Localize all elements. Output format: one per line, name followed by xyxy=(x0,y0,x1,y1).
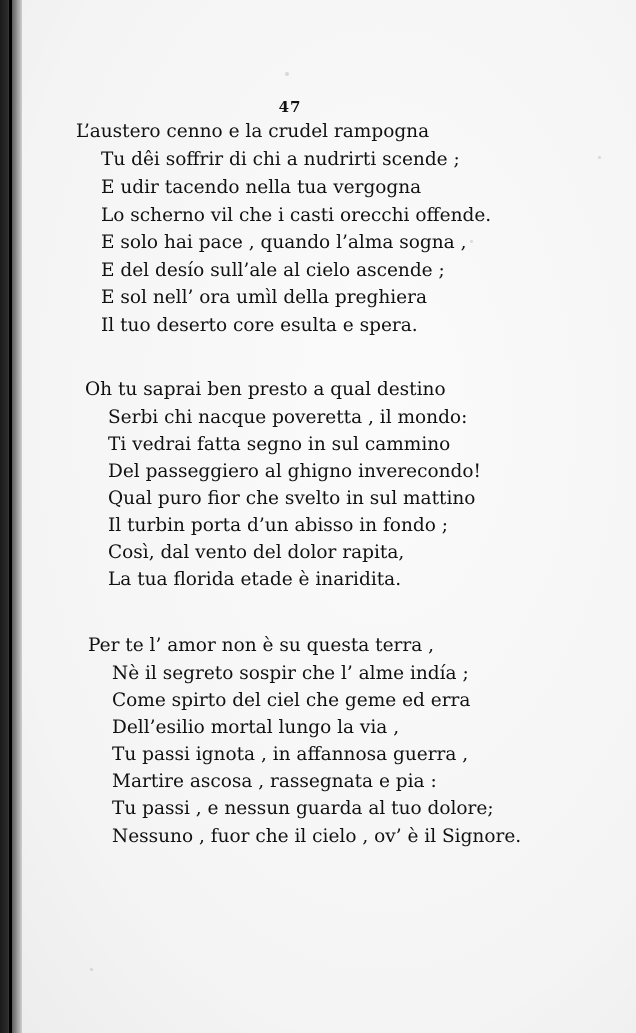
verse-line: E udir tacendo nella tua vergogna xyxy=(101,177,422,198)
paper-speck xyxy=(470,240,473,243)
paper-speck xyxy=(598,156,601,159)
verse-line: E solo hai pace , quando l’alma sogna , xyxy=(101,232,467,253)
verse-line: Dell’esilio mortal lungo la via , xyxy=(112,717,400,738)
verse-line: Per te l’ amor non è su questa terra , xyxy=(88,635,435,656)
verse-line: Oh tu saprai ben presto a qual destino xyxy=(85,379,446,400)
verse-line: Del passeggiero al ghigno inverecondo! xyxy=(108,461,481,482)
paper-speck xyxy=(285,72,289,76)
verse-line: L’austero cenno e la crudel rampogna xyxy=(76,121,430,142)
verse-line: Come spirto del ciel che geme ed erra xyxy=(112,690,471,711)
verse-line: Così, dal vento del dolor rapita, xyxy=(108,542,405,563)
verse-line: Tu passi , e nessun guarda al tuo dolore; xyxy=(112,798,494,819)
verse-line: Qual puro fior che svelto in sul mattino xyxy=(108,488,476,509)
verse-line: Lo scherno vil che i casti orecchi offende. xyxy=(101,205,492,226)
verse-line: Il turbin porta d’un abisso in fondo ; xyxy=(108,515,448,536)
binding-shadow-line xyxy=(9,0,12,1033)
verse-line: Il tuo deserto core esulta e spera. xyxy=(101,315,418,336)
verse-line: Serbi chi nacque poveretta , il mondo: xyxy=(108,407,468,428)
paper-speck xyxy=(90,968,93,971)
verse-line: E sol nell’ ora umìl della preghiera xyxy=(101,287,427,308)
page-number: 47 xyxy=(278,98,302,116)
verse-line: Nè il segreto sospir che l’ alme indía ; xyxy=(112,663,469,684)
verse-line: Tu passi ignota , in affannosa guerra , xyxy=(112,744,469,765)
verse-line: La tua florida etade è inaridita. xyxy=(108,569,402,590)
verse-line: E del desío sull’ale al cielo ascende ; xyxy=(101,260,445,281)
verse-line: Martire ascosa , rassegnata e pia : xyxy=(112,771,437,792)
verse-line: Nessuno , fuor che il cielo , ov’ è il Signore. xyxy=(112,826,522,847)
verse-line: Ti vedrai fatta segno in sul cammino xyxy=(108,434,451,455)
verse-line: Tu dêi soffrir di chi a nudrirti scende ; xyxy=(101,149,460,170)
